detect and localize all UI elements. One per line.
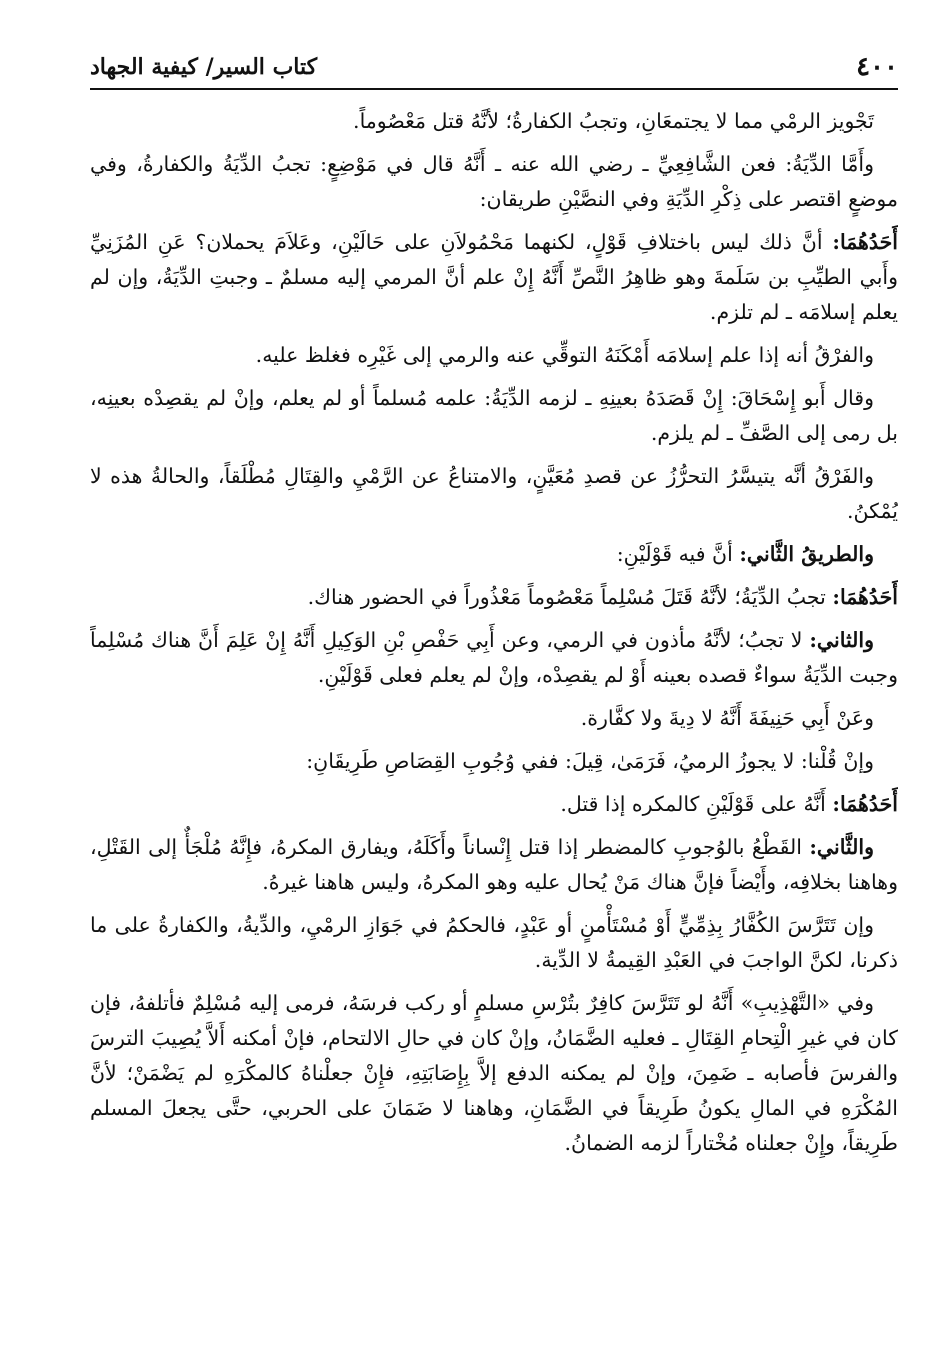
paragraph-3 xyxy=(90,225,898,330)
paragraph-text: وقال أَبو إِسْحَاقَ: إِنْ قَصَدَهُ بعينِهِ ـ لزمه الدِّيَةُ: علمه مُسلماً أو لم يعلم، وإنْ لم يقصِدْه بعينِه، بل رمى إلى الصَّفِّ ـ لم يلزم. xyxy=(90,386,898,445)
book-page xyxy=(90,40,898,1330)
paragraph-lead: والثاني: xyxy=(809,628,874,652)
paragraph-lead: أَحَدُهُمَا: xyxy=(832,230,898,254)
paragraph-text: أنَّ فيه قَوْلَيْنِ: xyxy=(616,542,740,566)
paragraph-lead: والثَّاني: xyxy=(809,835,874,859)
paragraph-1 xyxy=(90,104,898,139)
page-body xyxy=(90,104,898,1161)
paragraph-12 xyxy=(90,787,898,822)
paragraph-15 xyxy=(90,986,898,1161)
paragraph-14 xyxy=(90,908,898,978)
paragraph-13 xyxy=(90,830,898,900)
paragraph-5 xyxy=(90,381,898,451)
paragraph-6 xyxy=(90,459,898,529)
running-title: كتاب السير/ كيفية الجهاد xyxy=(90,54,318,80)
header-divider xyxy=(90,88,898,90)
paragraph-lead: والطريقُ الثَّاني: xyxy=(739,542,874,566)
paragraph-text: تجبُ الدِّيَةُ؛ لأنَّهُ قَتَلَ مُسْلِماً مَعْصُوماً مَعْذُوراً في الحضور هناك. xyxy=(307,585,833,609)
paragraph-11 xyxy=(90,744,898,779)
paragraph-text: القَطْعُ بالوُجوبِ كالمضطر إذا قتل إِنْساناً وأَكَلَهُ، ويفارق المكرهُ، فإِنَّهُ مُلْجَأٌ إلى القَتْلِ، وهاهنا بخلافِه، وأَيْضاً فإنَّ هناك مَنْ يُحال عليه وهو المكرهُ، وليس هاهنا غيرهُ. xyxy=(90,835,898,894)
paragraph-9 xyxy=(90,623,898,693)
paragraph-text: أَنَّهُ على قَوْلَيْنِ كالمكره إذا قتل. xyxy=(560,792,833,816)
page-number: ٤٠٠ xyxy=(856,52,898,82)
paragraph-text: وأَمَّا الدِّيَةُ: فعن الشَّافِعِيِّ ـ رضي الله عنه ـ أَنَّهُ قال في مَوْضِعٍ: تجبُ الدِّيَةُ والكفارةُ، وفي موضعٍ اقتصر على ذِكْرِ الدِّيَةِ وفي النصَّيْنِ طريقان: xyxy=(90,152,898,211)
paragraph-7 xyxy=(90,537,898,572)
paragraph-text: والفَرْقُ أنَّه يتيسَّرُ التحرُّزُ عن قصدِ مُعَيَّنٍ، والامتناعُ عن الرَّمْيِ والقِتَالِ مُطْلَقاً، والحالةُ هذه لا يُمْكنُ. xyxy=(90,464,898,523)
paragraph-10 xyxy=(90,701,898,736)
paragraph-8 xyxy=(90,580,898,615)
paragraph-text: والفرْقُ أنه إذا علم إسلامَه أَمْكَنَهُ التوقِّي عنه والرمي إلى غَيْرِه فغلظ عليه. xyxy=(255,343,874,367)
paragraph-text: وفي «التَّهْذِيبِ» أَنَّهُ لو تَتَرَّسَ كافِرٌ بتُرْسِ مسلمٍ أو ركب فرسَهُ، فرمى إليه مُسْلِمٌ فأتلفهُ، فإن كان في غيرِ الْتِحامِ القِتَالِ ـ فعليه الضَّمَانُ، وإنْ كان في حالِ الالتحام، فإنْ أمكنه أَلاَّ يُصِيبَ الترسَ والفرسَ فأصابه ـ ضَمِنَ، وإنْ لم يمكنه الدفع إلاَّ بِإِصَابَتِهِ، فإِنْ جعلْناهُ كالمكْرَهِ لم يَضْمَنْ؛ لأنَّ المُكْرَهِ في المالِ يكونُ طَرِيقاً في الضَّمَانِ، وهاهنا لا ضَمَانَ على الحربي، حتَّى يجعلَ المسلم طَرِيقاً، وإِنْ جعلناه مُخْتاراً لزمه الضمانُ. xyxy=(90,991,898,1155)
paragraph-text: تَجْويز الرمْي مما لا يجتمعَانِ، وتجبُ الكفارةُ؛ لأنَّهُ قتل مَعْصُوماً. xyxy=(353,109,874,133)
paragraph-text: وعَنْ أَبِي حَنِيفَةَ أَنَّهُ لا دِيةَ ولا كفَّارة. xyxy=(580,706,874,730)
paragraph-text: أنَّ ذلك ليس باختلافِ قَوْلٍ، لكنهما مَحْمُولاَنِ على حَالَيْنِ، وعَلاَمَ يحملان؟ عَنِ المُزَنِيِّ وأَبي الطيِّبِ بن سَلَمةَ وهو ظاهِرُ النَّصِّ أَنَّهُ إِنْ علم أنَّ المرمي إليه مسلمٌ ـ وجبتِ الدِّيَةُ، وإن لم يعلم إسلامَه ـ لم تلزم. xyxy=(90,230,898,324)
paragraph-4 xyxy=(90,338,898,373)
paragraph-text: وإنْ قُلْنا: لا يجوزُ الرميُ، فَرَمَىٰ، قِيلَ: ففي وُجُوبِ القِصَاصِ طَرِيقَانِ: xyxy=(306,749,874,773)
paragraph-text: لا تجبُ؛ لأنَّهُ مأذون في الرمي، وعن أَبِي حَفْصِ بْنِ الوَكِيلِ أَنَّهُ إِنْ عَلِمَ أَنَّ هناك مُسْلِماً وجبت الدِّيَةُ سواءٌ قصده بعينه أَوْ لم يقصِدْه، وإنْ لم يعلم فعلى قَوْلَيْنِ. xyxy=(90,628,898,687)
paragraph-2 xyxy=(90,147,898,217)
paragraph-lead: أَحَدُهُمَا: xyxy=(832,792,898,816)
paragraph-text: وإن تَتَرَّسَ الكُفَّارُ بِذِمِّيٍّ أَوْ مُسْتَأْمنٍ أو عَبْدٍ، فالحكمُ في جَوَازِ الرمْيِ، والدِّيةُ، والكفارةُ على ما ذكرنا، لكنَّ الواجبَ في العَبْدِ القِيمةُ لا الدِّية. xyxy=(90,913,898,972)
paragraph-lead: أَحَدُهُمَا: xyxy=(832,585,898,609)
page-header xyxy=(90,40,898,88)
